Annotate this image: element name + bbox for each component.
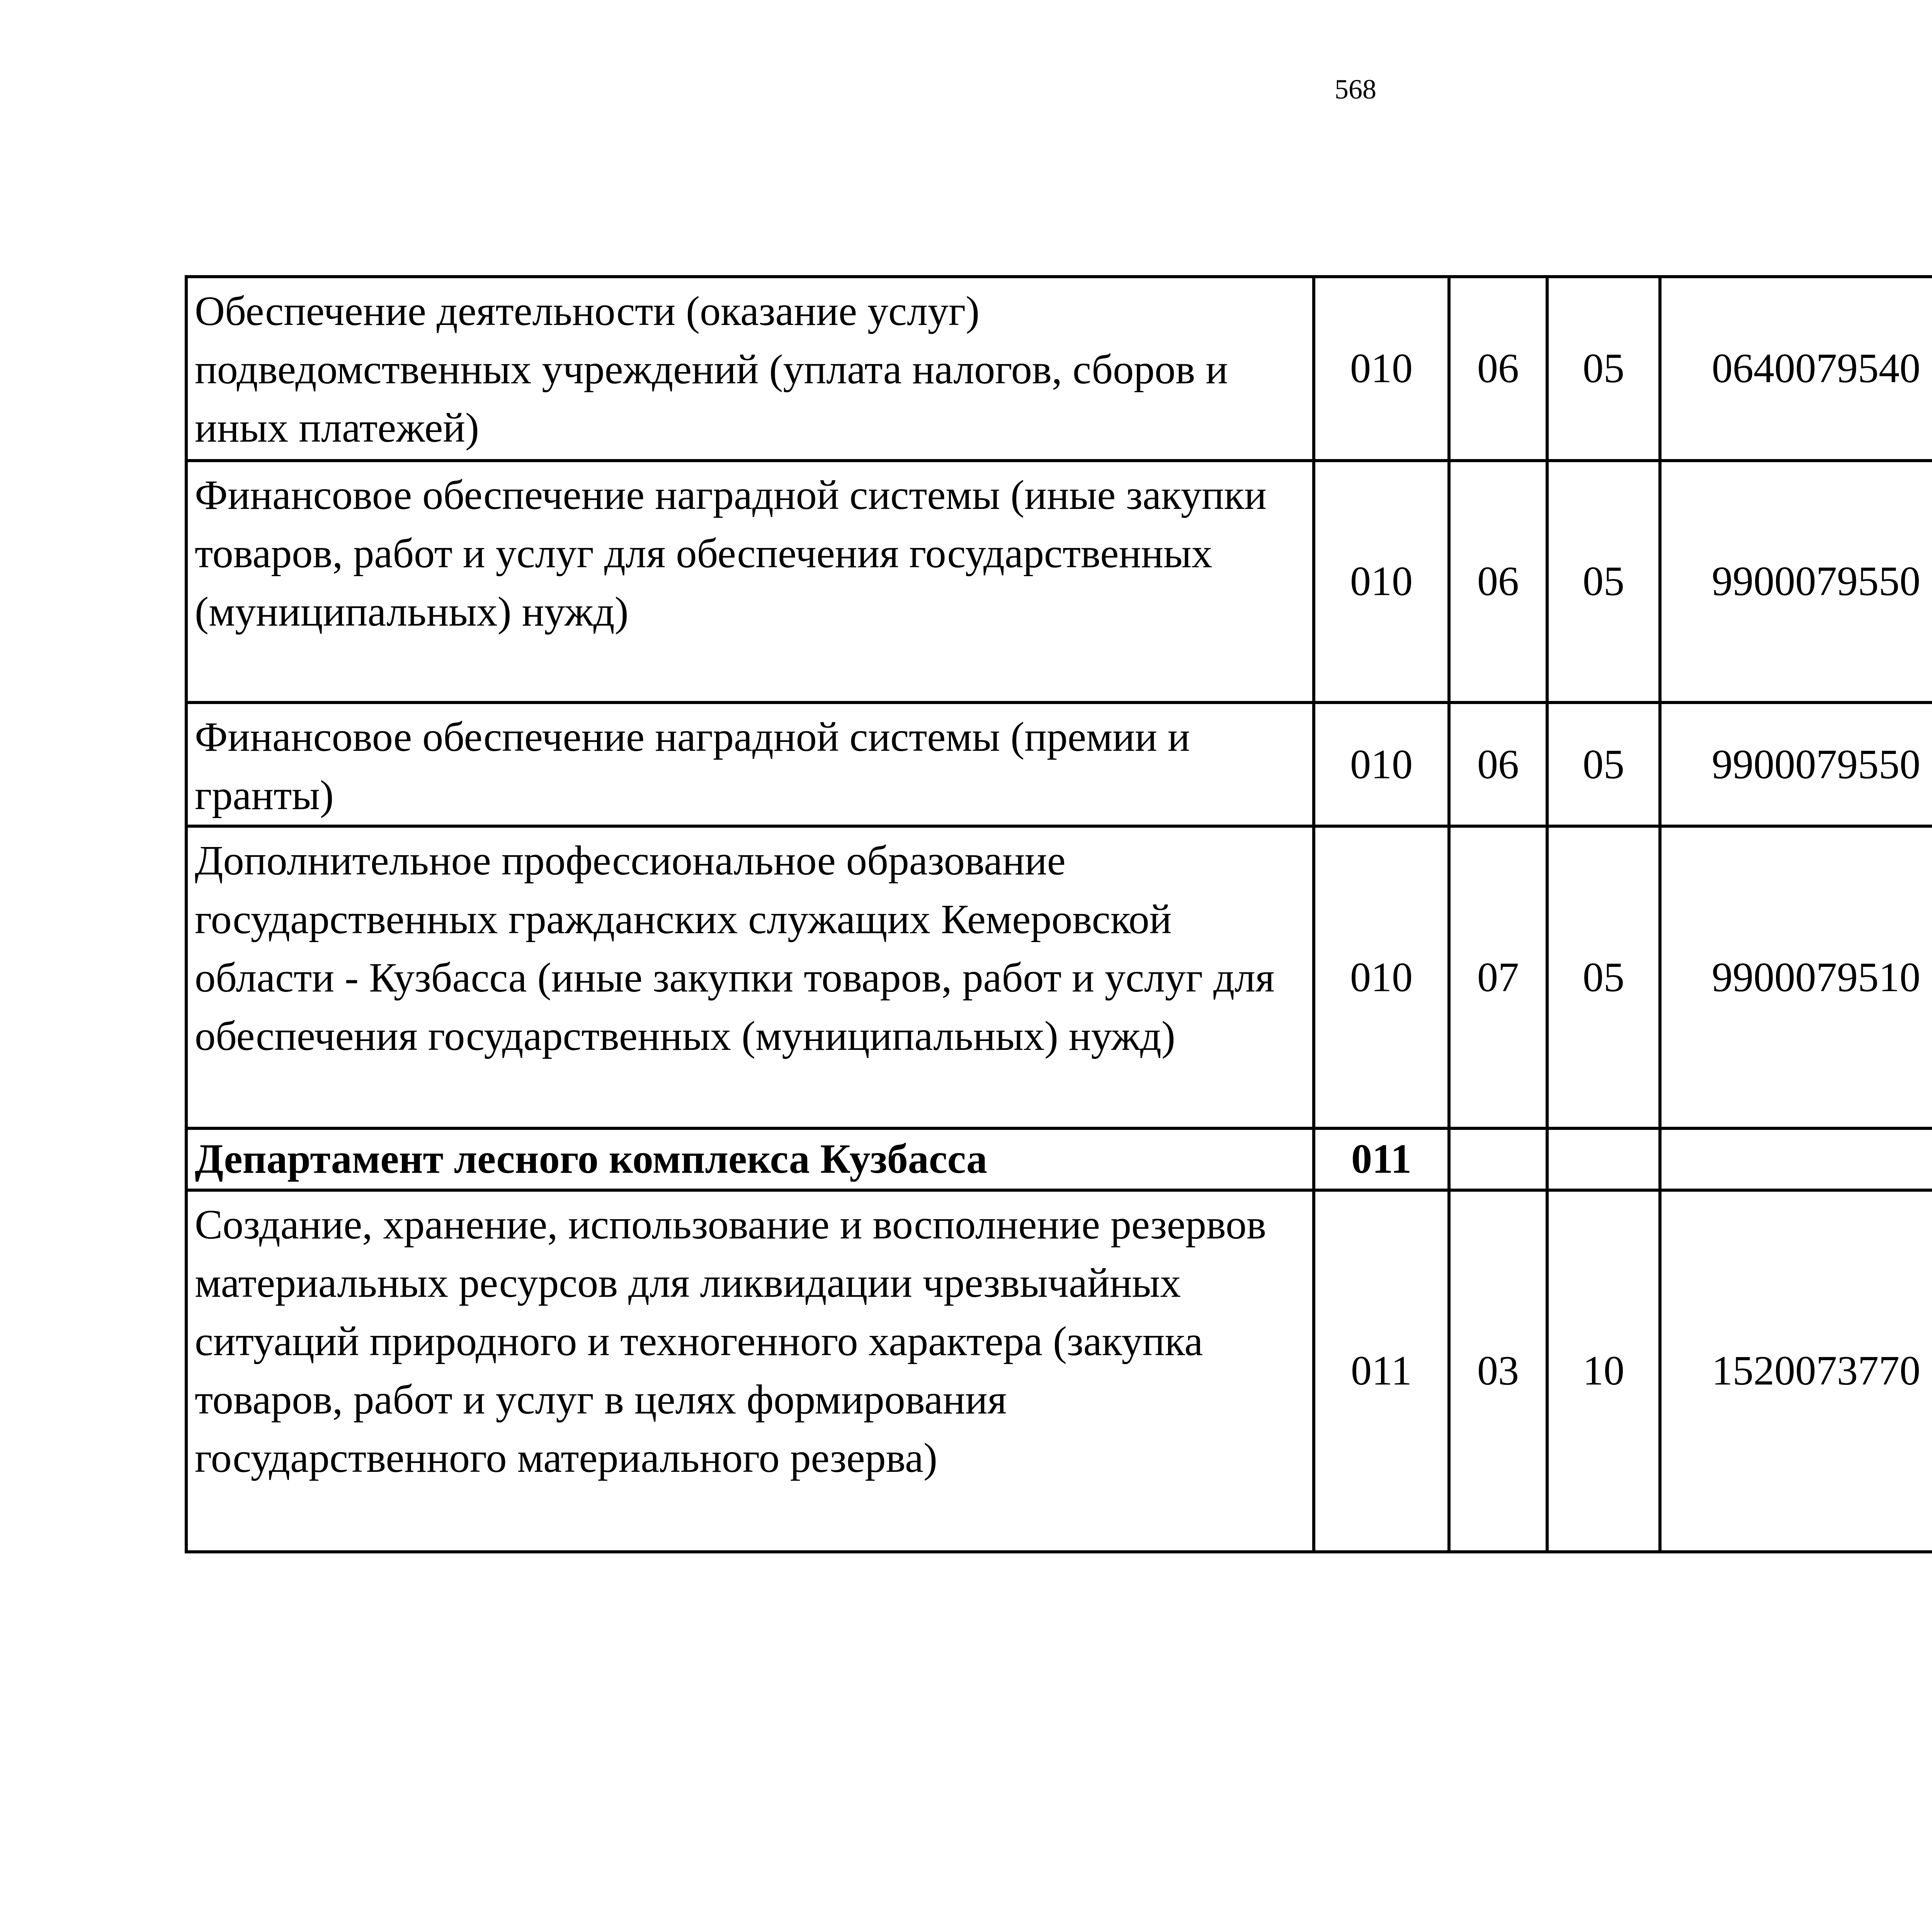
table-row <box>186 277 1932 461</box>
subsection-code: 05 <box>1547 703 1660 826</box>
target-code: 9900079510 <box>1660 826 1932 1128</box>
ministry-code: 010 <box>1314 826 1449 1128</box>
target-code: 1520073770 <box>1660 1190 1932 1552</box>
section-code: 03 <box>1449 1190 1547 1552</box>
subsection-code: 10 <box>1547 1190 1660 1552</box>
table-row <box>186 1190 1932 1552</box>
page-number: 568 <box>1335 74 1376 105</box>
table-row <box>186 461 1932 703</box>
subsection-code <box>1547 1128 1660 1190</box>
row-name: Создание, хранение, использование и восполнение резервов материальных ресурсов для ликвидации чрезвычайных ситуаций природного и техногенного характера (закупка товаров, работ и услуг в целях формирования государственного материального резерва) <box>186 1190 1314 1552</box>
section-code: 06 <box>1449 703 1547 826</box>
ministry-code: 011 <box>1314 1190 1449 1552</box>
row-name: Финансовое обеспечение наградной системы (иные закупки товаров, работ и услуг для обеспечения государственных (муниципальных) нужд) <box>186 461 1314 703</box>
budget-table <box>185 275 1932 1553</box>
section-code: 06 <box>1449 461 1547 703</box>
target-code: 0640079540 <box>1660 277 1932 461</box>
table-row <box>186 826 1932 1128</box>
target-code <box>1660 1128 1932 1190</box>
subsection-code: 05 <box>1547 277 1660 461</box>
ministry-code: 010 <box>1314 277 1449 461</box>
section-code <box>1449 1128 1547 1190</box>
row-name: Обеспечение деятельности (оказание услуг) подведомственных учреждений (уплата налогов, сборов и иных платежей) <box>186 277 1314 461</box>
row-name: Финансовое обеспечение наградной системы (премии и гранты) <box>186 703 1314 826</box>
ministry-code: 011 <box>1314 1128 1449 1190</box>
target-code: 9900079550 <box>1660 461 1932 703</box>
section-code: 07 <box>1449 826 1547 1128</box>
subsection-code: 05 <box>1547 826 1660 1128</box>
table-row <box>186 703 1932 826</box>
ministry-code: 010 <box>1314 703 1449 826</box>
ministry-code: 010 <box>1314 461 1449 703</box>
table-row-department-total <box>186 1128 1932 1190</box>
subsection-code: 05 <box>1547 461 1660 703</box>
target-code: 9900079550 <box>1660 703 1932 826</box>
row-name: Департамент лесного комплекса Кузбасса <box>186 1128 1314 1190</box>
row-name: Дополнительное профессиональное образование государственных гражданских служащих Кемеровской области - Кузбасса (иные закупки товаров, работ и услуг для обеспечения государственных (муниципальных) нужд) <box>186 826 1314 1128</box>
section-code: 06 <box>1449 277 1547 461</box>
